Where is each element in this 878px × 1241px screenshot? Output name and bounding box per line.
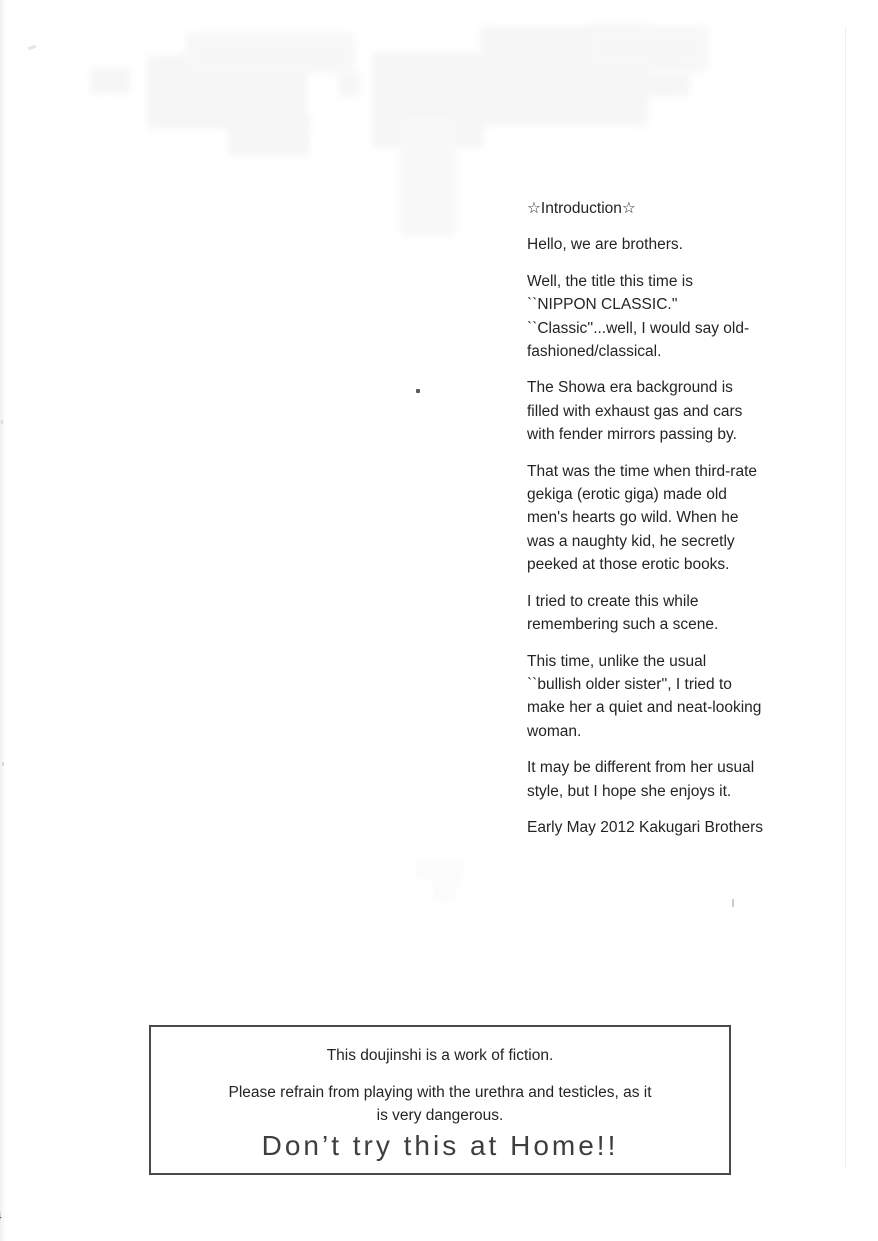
text-line: Early May 2012 Kakugari Brothers [527, 818, 764, 836]
text-line: remembering such a scene. [527, 616, 719, 634]
disclaimer-warning-line-1: Please refrain from playing with the urethra and testicles, as it [228, 1084, 652, 1101]
intro-paragraph [527, 460, 789, 577]
text-line: I tried to create this while [527, 592, 699, 610]
text-line: make her a quiet and neat-looking [527, 699, 762, 717]
scan-speck [28, 45, 37, 50]
text-line: It may be different from her usual [527, 759, 755, 777]
intro-paragraph [527, 590, 789, 637]
scan-ghost-artifact [590, 26, 708, 72]
intro-paragraph [527, 270, 789, 364]
text-line: fashioned/classical. [527, 343, 662, 361]
text-line: ``bullish older sister'', I tried to [527, 675, 732, 693]
scan-speck [732, 899, 734, 907]
scan-ghost-artifact [338, 72, 360, 97]
scan-fold-line [845, 28, 846, 1168]
intro-paragraph [527, 650, 789, 744]
text-line: peeked at those erotic books. [527, 556, 730, 574]
text-line: with fender mirrors passing by. [527, 426, 737, 444]
text-line: This time, unlike the usual [527, 652, 707, 670]
introduction-section [527, 197, 789, 839]
text-line: The Showa era background is [527, 379, 733, 397]
scan-ghost-artifact [400, 118, 456, 236]
disclaimer-headline: Don’t try this at Home!! [261, 1130, 619, 1161]
scan-edge-shadow [0, 0, 6, 1241]
page-number [0, 1209, 2, 1223]
text-line: ``Classic''...well, I would say old- [527, 319, 750, 337]
disclaimer-warning-line-2: is very dangerous. [376, 1107, 504, 1124]
disclaimer-box [149, 1025, 731, 1175]
scan-speck [416, 389, 420, 393]
text-line: men's hearts go wild. When he [527, 509, 739, 527]
intro-paragraph [527, 376, 789, 446]
text-line: Well, the title this time is [527, 272, 693, 290]
intro-paragraph [527, 756, 789, 803]
text-line: was a naughty kid, he secretly [527, 532, 735, 550]
scan-ghost-artifact [186, 33, 354, 73]
text-line: Hello, we are brothers. [527, 236, 683, 254]
text-line: ``NIPPON CLASSIC.'' [527, 296, 678, 314]
scan-ghost-artifact [640, 72, 690, 97]
scan-speck [1, 420, 3, 424]
disclaimer-fiction-line: This doujinshi is a work of fiction. [326, 1047, 554, 1064]
scan-ghost-artifact [90, 68, 130, 94]
text-line: That was the time when third-rate [527, 462, 758, 480]
intro-paragraph [527, 816, 789, 839]
scan-ghost-artifact [228, 116, 310, 156]
scan-ghost-artifact [434, 876, 456, 902]
text-line: filled with exhaust gas and cars [527, 402, 743, 420]
text-line: gekiga (erotic giga) made old [527, 486, 727, 504]
introduction-heading: ☆Introduction☆ [527, 200, 636, 217]
intro-paragraph [527, 233, 789, 256]
scan-speck [2, 762, 4, 766]
introduction-text [527, 233, 789, 839]
text-line: style, but I hope she enjoys it. [527, 782, 732, 800]
text-line: woman. [527, 722, 582, 740]
